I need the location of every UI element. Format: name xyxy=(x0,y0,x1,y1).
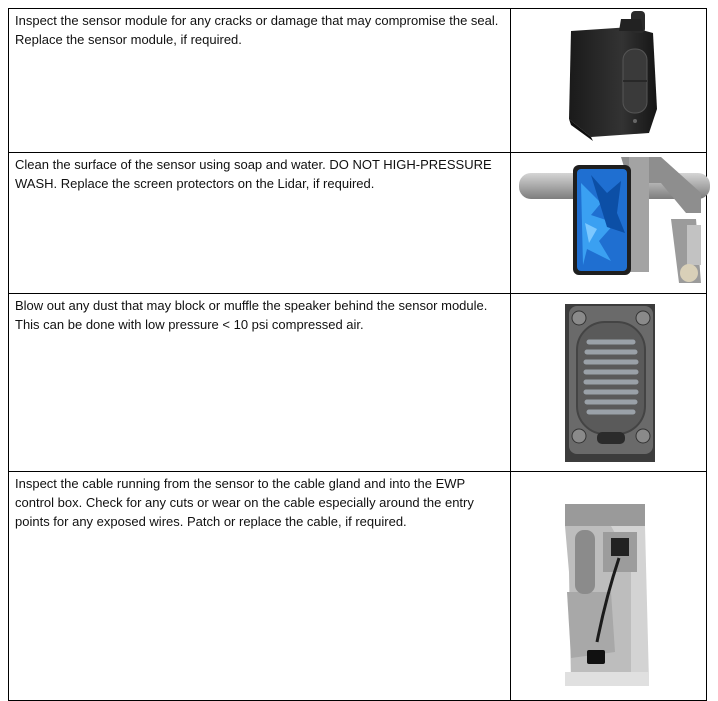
cable-routing-image xyxy=(511,472,707,701)
maintenance-steps-table xyxy=(8,8,707,701)
step-text: Inspect the cable running from the sensor to the cable gland and into the EWP control box. Check for any cuts or wear on the cable especially around the entry points for any exposed wires. Patch or replace the cable, if required. xyxy=(9,472,511,701)
speaker-grille-image xyxy=(511,294,707,472)
step-text: Blow out any dust that may block or muffle the speaker behind the sensor module. This can be done with low pressure < 10 psi compressed air. xyxy=(9,294,511,472)
step-row xyxy=(9,294,707,472)
sensor-module-image xyxy=(511,9,707,153)
step-text: Clean the surface of the sensor using soap and water. DO NOT HIGH-PRESSURE WASH. Replace the screen protectors on the Lidar, if required. xyxy=(9,153,511,294)
sensor-on-rail-image xyxy=(511,153,707,294)
step-row xyxy=(9,472,707,701)
step-row xyxy=(9,153,707,294)
step-row xyxy=(9,9,707,153)
step-text: Inspect the sensor module for any cracks or damage that may compromise the seal. Replace the sensor module, if required. xyxy=(9,9,511,153)
